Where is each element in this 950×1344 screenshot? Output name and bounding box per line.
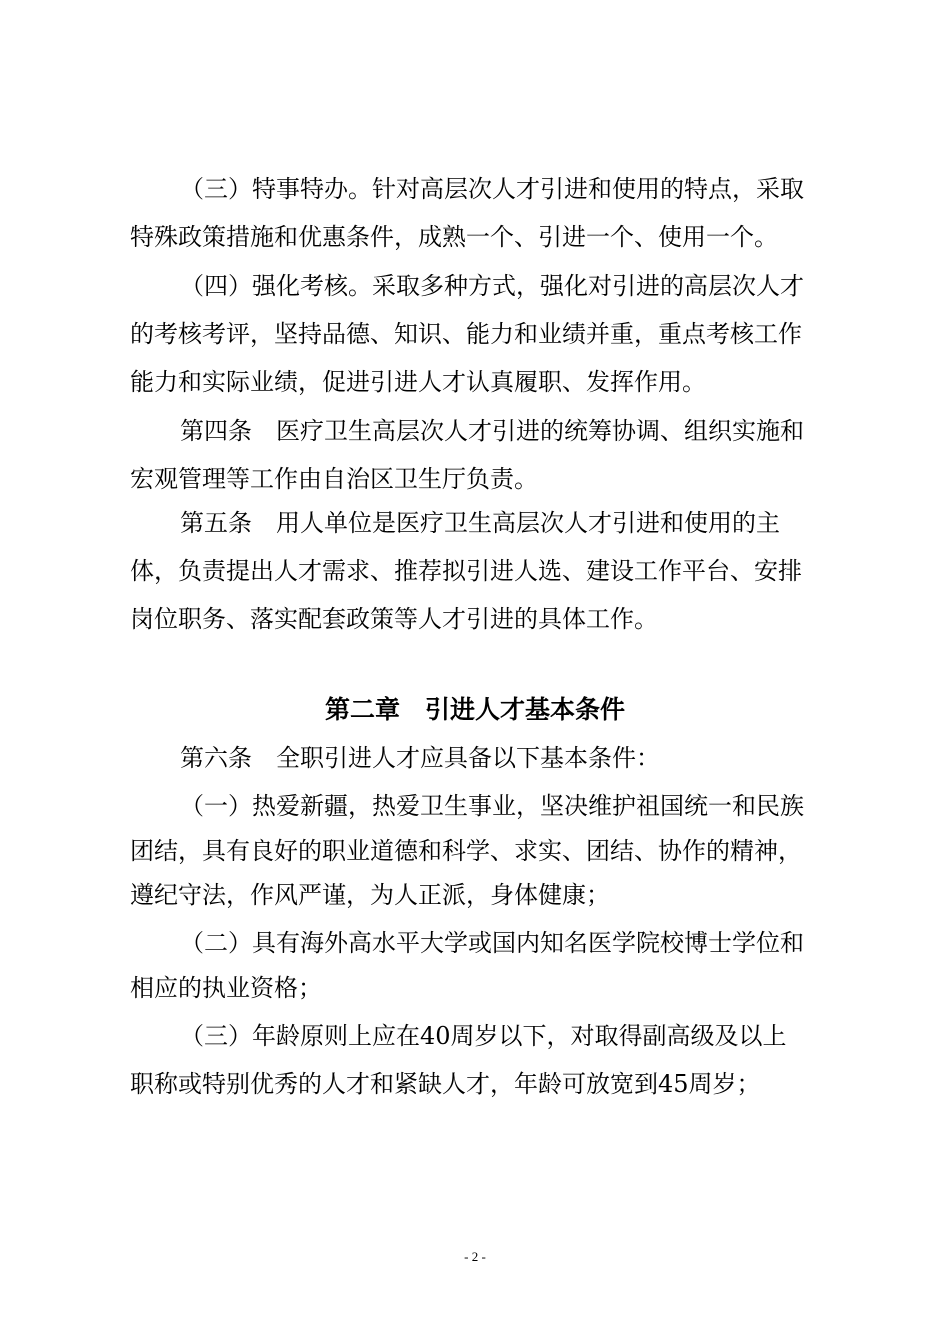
condition-1-line-2: 团结，具有良好的职业道德和科学、求实、团结、协作的精神， bbox=[130, 837, 802, 865]
item-4-line-1: （四）强化考核。采取多种方式，强化对引进的高层次人才 bbox=[180, 272, 804, 300]
article-6-line-1: 第六条 全职引进人才应具备以下基本条件： bbox=[180, 744, 660, 772]
article-5-line-2: 体，负责提出人才需求、推荐拟引进人选、建设工作平台、安排 bbox=[130, 557, 802, 585]
article-5-line-3: 岗位职务、落实配套政策等人才引进的具体工作。 bbox=[130, 605, 658, 633]
condition-3-line-1: （三）年龄原则上应在40周岁以下，对取得副高级及以上 bbox=[180, 1022, 787, 1050]
condition-2-line-1: （二）具有海外高水平大学或国内知名医学院校博士学位和 bbox=[180, 929, 804, 957]
article-4-line-2: 宏观管理等工作由自治区卫生厅负责。 bbox=[130, 465, 538, 493]
item-4-line-3: 能力和实际业绩，促进引进人才认真履职、发挥作用。 bbox=[130, 368, 706, 396]
condition-1-line-3: 遵纪守法，作风严谨，为人正派，身体健康； bbox=[130, 881, 610, 909]
item-4-line-2: 的考核考评，坚持品德、知识、能力和业绩并重，重点考核工作 bbox=[130, 320, 802, 348]
condition-3-line-2: 职称或特别优秀的人才和紧缺人才，年龄可放宽到45周岁； bbox=[130, 1070, 761, 1098]
article-4-line-1: 第四条 医疗卫生高层次人才引进的统筹协调、组织实施和 bbox=[180, 417, 804, 445]
article-5-line-1: 第五条 用人单位是医疗卫生高层次人才引进和使用的主 bbox=[180, 509, 780, 537]
chapter-heading: 第二章 引进人才基本条件 bbox=[324, 695, 625, 724]
item-3-line-2: 特殊政策措施和优惠条件，成熟一个、引进一个、使用一个。 bbox=[130, 223, 778, 251]
condition-2-line-2: 相应的执业资格； bbox=[130, 974, 322, 1002]
condition-1-line-1: （一）热爱新疆，热爱卫生事业，坚决维护祖国统一和民族 bbox=[180, 792, 804, 820]
item-3-line-1: （三）特事特办。针对高层次人才引进和使用的特点，采取 bbox=[180, 175, 804, 203]
page-number: - 2 - bbox=[464, 1249, 486, 1264]
